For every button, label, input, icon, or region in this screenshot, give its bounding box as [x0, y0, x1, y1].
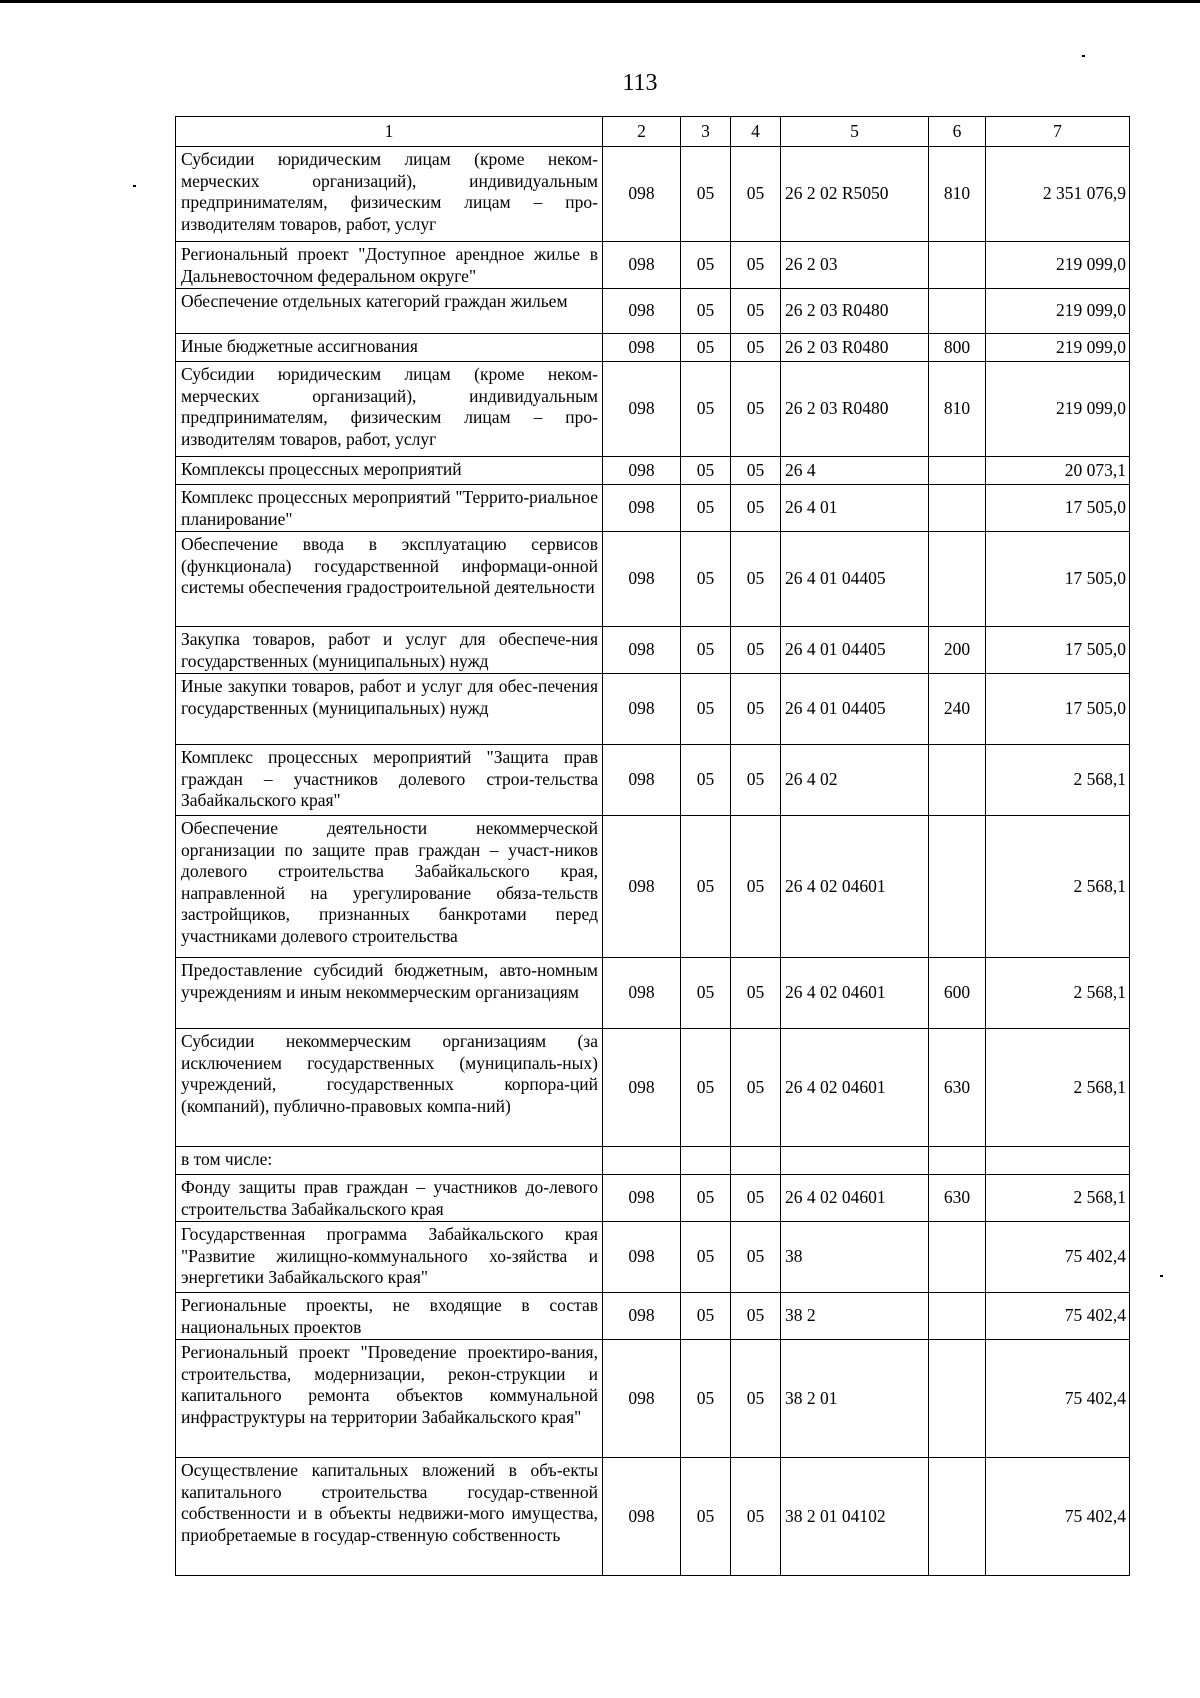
target-article-cell: 26 4 02 04601: [781, 958, 929, 1029]
section-code-cell: 05: [681, 1029, 731, 1147]
target-article-cell: 26 2 02 R5050: [781, 147, 929, 242]
table-row: [176, 485, 1130, 532]
section-code-cell: 05: [681, 334, 731, 362]
section-code-cell: 05: [681, 1175, 731, 1222]
section-code-cell: 05: [681, 674, 731, 745]
amount-cell: 2 568,1: [986, 958, 1130, 1029]
expense-type-cell: [929, 242, 986, 289]
row-name-cell: Обеспечение ввода в эксплуатацию сервисов (функционала) государственной информаци-онной системы обеспечения градостроительной деятельности: [176, 532, 603, 627]
subsection-code-cell: 05: [731, 1175, 781, 1222]
subsection-code-cell: 05: [731, 362, 781, 457]
table-row: [176, 1147, 1130, 1175]
table-row: [176, 1293, 1130, 1340]
amount-cell: 75 402,4: [986, 1458, 1130, 1576]
amount-cell: 75 402,4: [986, 1222, 1130, 1293]
target-article-cell: 26 4: [781, 457, 929, 485]
section-code-cell: [681, 1147, 731, 1175]
grbs-code-cell: 098: [603, 485, 681, 532]
subsection-code-cell: 05: [731, 334, 781, 362]
row-name-cell: Фонду защиты прав граждан – участников до-левого строительства Забайкальского края: [176, 1175, 603, 1222]
grbs-code-cell: 098: [603, 745, 681, 816]
amount-cell: [986, 1147, 1130, 1175]
row-name-cell: Государственная программа Забайкальского края "Развитие жилищно-коммунального хо-зяйства и энергетики Забайкальского края": [176, 1222, 603, 1293]
row-name-cell: Региональные проекты, не входящие в состав национальных проектов: [176, 1293, 603, 1340]
grbs-code-cell: 098: [603, 289, 681, 334]
header-cell: 5: [781, 117, 929, 147]
subsection-code-cell: 05: [731, 627, 781, 674]
grbs-code-cell: 098: [603, 1222, 681, 1293]
subsection-code-cell: 05: [731, 289, 781, 334]
table-row: [176, 289, 1130, 334]
table-row: [176, 1458, 1130, 1576]
table-row: [176, 362, 1130, 457]
amount-cell: 219 099,0: [986, 242, 1130, 289]
amount-cell: 219 099,0: [986, 362, 1130, 457]
grbs-code-cell: 098: [603, 532, 681, 627]
subsection-code-cell: 05: [731, 958, 781, 1029]
grbs-code-cell: 098: [603, 242, 681, 289]
grbs-code-cell: 098: [603, 627, 681, 674]
amount-cell: 2 351 076,9: [986, 147, 1130, 242]
amount-cell: 2 568,1: [986, 816, 1130, 958]
section-code-cell: 05: [681, 289, 731, 334]
target-article-cell: 38 2 01: [781, 1340, 929, 1458]
row-name-cell: Иные закупки товаров, работ и услуг для обес-печения государственных (муниципальных) нужд: [176, 674, 603, 745]
grbs-code-cell: 098: [603, 457, 681, 485]
subsection-code-cell: 05: [731, 816, 781, 958]
section-code-cell: 05: [681, 627, 731, 674]
target-article-cell: 38 2 01 04102: [781, 1458, 929, 1576]
amount-cell: 2 568,1: [986, 1029, 1130, 1147]
subsection-code-cell: 05: [731, 457, 781, 485]
grbs-code-cell: 098: [603, 674, 681, 745]
subsection-code-cell: 05: [731, 1458, 781, 1576]
amount-cell: 2 568,1: [986, 1175, 1130, 1222]
row-name-cell: Иные бюджетные ассигнования: [176, 334, 603, 362]
page-number: 113: [622, 70, 658, 96]
row-name-cell: Субсидии юридическим лицам (кроме неком-мерческих организаций), индивидуальным предпринимателям, физическим лицам – про-изводителям товаров, работ, услуг: [176, 362, 603, 457]
expense-type-cell: [929, 1222, 986, 1293]
target-article-cell: 26 2 03: [781, 242, 929, 289]
expense-type-cell: [929, 745, 986, 816]
row-name-cell: Обеспечение отдельных категорий граждан жильем: [176, 289, 603, 334]
amount-cell: 219 099,0: [986, 289, 1130, 334]
expense-type-cell: 600: [929, 958, 986, 1029]
section-code-cell: 05: [681, 532, 731, 627]
expense-type-cell: [929, 1147, 986, 1175]
expense-type-cell: 810: [929, 147, 986, 242]
expense-type-cell: [929, 1340, 986, 1458]
amount-cell: 17 505,0: [986, 674, 1130, 745]
header-cell: 2: [603, 117, 681, 147]
grbs-code-cell: 098: [603, 1340, 681, 1458]
expense-type-cell: [929, 816, 986, 958]
table-row: [176, 532, 1130, 627]
row-name-cell: в том числе:: [176, 1147, 603, 1175]
grbs-code-cell: 098: [603, 147, 681, 242]
target-article-cell: 26 4 01 04405: [781, 532, 929, 627]
table-row: [176, 958, 1130, 1029]
scan-speck: [1160, 1275, 1163, 1277]
amount-cell: 2 568,1: [986, 745, 1130, 816]
target-article-cell: 26 4 02 04601: [781, 1175, 929, 1222]
row-name-cell: Региональный проект "Доступное арендное жилье в Дальневосточном федеральном округе": [176, 242, 603, 289]
section-code-cell: 05: [681, 1458, 731, 1576]
section-code-cell: 05: [681, 745, 731, 816]
table-row: [176, 334, 1130, 362]
table-row: [176, 674, 1130, 745]
table-row: [176, 242, 1130, 289]
amount-cell: 20 073,1: [986, 457, 1130, 485]
row-name-cell: Региональный проект "Проведение проектиро-вания, строительства, модернизации, рекон-струкции и капитального ремонта объектов коммунальной инфраструктуры на территории Забайкальского края": [176, 1340, 603, 1458]
row-name-cell: Обеспечение деятельности некоммерческой организации по защите прав граждан – участ-ников долевого строительства Забайкальского края, направленной на урегулирование обяза-тельств застройщиков, признанных банкротами перед участниками долевого строительства: [176, 816, 603, 958]
row-name-cell: Закупка товаров, работ и услуг для обеспече-ния государственных (муниципальных) нужд: [176, 627, 603, 674]
subsection-code-cell: 05: [731, 745, 781, 816]
row-name-cell: Комплекс процессных мероприятий "Террито-риальное планирование": [176, 485, 603, 532]
table-row: [176, 1175, 1130, 1222]
row-name-cell: Субсидии некоммерческим организациям (за исключением государственных (муниципаль-ных) учреждений, государственных корпора-ций (компаний), публично-правовых компа-ний): [176, 1029, 603, 1147]
subsection-code-cell: 05: [731, 147, 781, 242]
expense-type-cell: 240: [929, 674, 986, 745]
grbs-code-cell: 098: [603, 958, 681, 1029]
row-name-cell: Комплексы процессных мероприятий: [176, 457, 603, 485]
expense-type-cell: 200: [929, 627, 986, 674]
expense-type-cell: [929, 532, 986, 627]
top-border-line: [0, 0, 1200, 3]
expense-type-cell: 800: [929, 334, 986, 362]
expense-type-cell: [929, 1458, 986, 1576]
amount-cell: 219 099,0: [986, 334, 1130, 362]
row-name-cell: Субсидии юридическим лицам (кроме неком-мерческих организаций), индивидуальным предпринимателям, физическим лицам – про-изводителям товаров, работ, услуг: [176, 147, 603, 242]
grbs-code-cell: 098: [603, 362, 681, 457]
target-article-cell: 26 2 03 R0480: [781, 362, 929, 457]
target-article-cell: 38 2: [781, 1293, 929, 1340]
target-article-cell: 26 2 03 R0480: [781, 289, 929, 334]
target-article-cell: 26 4 02: [781, 745, 929, 816]
subsection-code-cell: 05: [731, 1340, 781, 1458]
table-row: [176, 627, 1130, 674]
subsection-code-cell: 05: [731, 1222, 781, 1293]
amount-cell: 17 505,0: [986, 485, 1130, 532]
expense-type-cell: 810: [929, 362, 986, 457]
amount-cell: 75 402,4: [986, 1340, 1130, 1458]
table-row: [176, 1222, 1130, 1293]
grbs-code-cell: 098: [603, 1029, 681, 1147]
target-article-cell: 26 4 01: [781, 485, 929, 532]
grbs-code-cell: 098: [603, 1175, 681, 1222]
table-row: [176, 745, 1130, 816]
table-row: [176, 1340, 1130, 1458]
scan-speck: [1082, 55, 1085, 57]
section-code-cell: 05: [681, 485, 731, 532]
target-article-cell: 38: [781, 1222, 929, 1293]
section-code-cell: 05: [681, 816, 731, 958]
grbs-code-cell: 098: [603, 334, 681, 362]
subsection-code-cell: [731, 1147, 781, 1175]
budget-table: [175, 116, 1130, 1576]
expense-type-cell: [929, 457, 986, 485]
row-name-cell: Предоставление субсидий бюджетным, авто-номным учреждениям и иным некоммерческим организациям: [176, 958, 603, 1029]
header-cell: 4: [731, 117, 781, 147]
expense-type-cell: [929, 1293, 986, 1340]
subsection-code-cell: 05: [731, 485, 781, 532]
amount-cell: 17 505,0: [986, 627, 1130, 674]
target-article-cell: 26 4 02 04601: [781, 816, 929, 958]
target-article-cell: [781, 1147, 929, 1175]
section-code-cell: 05: [681, 1293, 731, 1340]
amount-cell: 17 505,0: [986, 532, 1130, 627]
expense-type-cell: [929, 485, 986, 532]
amount-cell: 75 402,4: [986, 1293, 1130, 1340]
header-cell: 7: [986, 117, 1130, 147]
subsection-code-cell: 05: [731, 532, 781, 627]
section-code-cell: 05: [681, 1222, 731, 1293]
table-row: [176, 816, 1130, 958]
grbs-code-cell: 098: [603, 1458, 681, 1576]
section-code-cell: 05: [681, 457, 731, 485]
table-row: [176, 1029, 1130, 1147]
target-article-cell: 26 4 02 04601: [781, 1029, 929, 1147]
grbs-code-cell: [603, 1147, 681, 1175]
section-code-cell: 05: [681, 362, 731, 457]
target-article-cell: 26 2 03 R0480: [781, 334, 929, 362]
grbs-code-cell: 098: [603, 1293, 681, 1340]
row-name-cell: Комплекс процессных мероприятий "Защита прав граждан – участников долевого строи-тельства Забайкальского края": [176, 745, 603, 816]
target-article-cell: 26 4 01 04405: [781, 627, 929, 674]
row-name-cell: Осуществление капитальных вложений в объ-екты капитального строительства государ-ственной собственности и в объекты недвижи-мого имущества, приобретаемые в государ-ственную собственность: [176, 1458, 603, 1576]
subsection-code-cell: 05: [731, 674, 781, 745]
subsection-code-cell: 05: [731, 242, 781, 289]
grbs-code-cell: 098: [603, 816, 681, 958]
expense-type-cell: 630: [929, 1175, 986, 1222]
scan-speck: [133, 185, 136, 187]
section-code-cell: 05: [681, 242, 731, 289]
table-row: [176, 147, 1130, 242]
table-row: [176, 457, 1130, 485]
target-article-cell: 26 4 01 04405: [781, 674, 929, 745]
expense-type-cell: [929, 289, 986, 334]
section-code-cell: 05: [681, 958, 731, 1029]
header-cell: 1: [176, 117, 603, 147]
table-header-row: [176, 117, 1130, 147]
header-cell: 3: [681, 117, 731, 147]
section-code-cell: 05: [681, 147, 731, 242]
subsection-code-cell: 05: [731, 1029, 781, 1147]
subsection-code-cell: 05: [731, 1293, 781, 1340]
section-code-cell: 05: [681, 1340, 731, 1458]
header-cell: 6: [929, 117, 986, 147]
expense-type-cell: 630: [929, 1029, 986, 1147]
